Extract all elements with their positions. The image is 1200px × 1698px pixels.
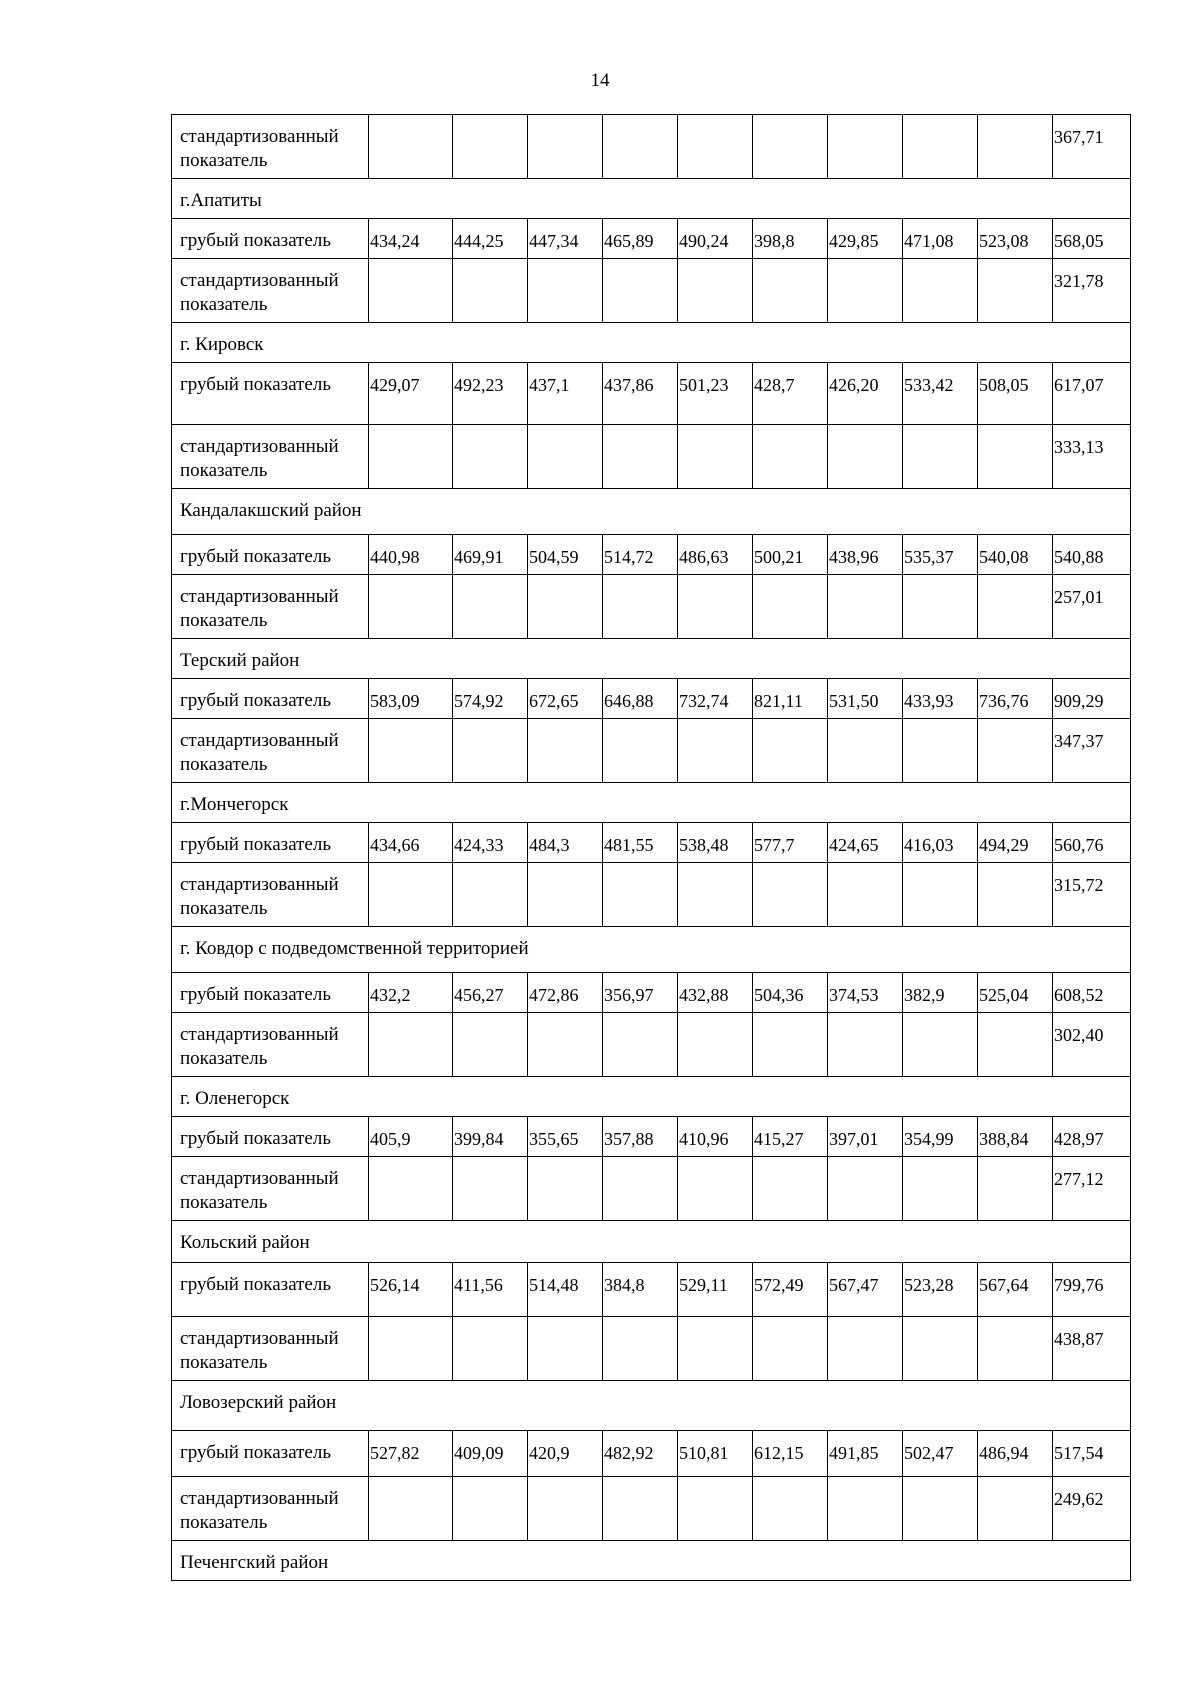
table-row — [172, 973, 1131, 1013]
value-cell: 333,13 — [1053, 425, 1131, 489]
value-cell: 424,65 — [828, 823, 903, 863]
value-cell: 429,07 — [369, 363, 453, 425]
value-cell: 249,62 — [1053, 1477, 1131, 1541]
value-cell — [678, 1013, 753, 1077]
value-cell: 531,50 — [828, 679, 903, 719]
value-cell — [603, 1317, 678, 1381]
value-cell — [753, 575, 828, 639]
indicator-label: стандартизованный показатель — [172, 425, 369, 489]
region-row — [172, 323, 1131, 363]
value-cell — [603, 259, 678, 323]
value-cell: 472,86 — [528, 973, 603, 1013]
indicator-label: грубый показатель — [172, 535, 369, 575]
value-cell: 517,54 — [1053, 1431, 1131, 1477]
indicator-label: грубый показатель — [172, 219, 369, 259]
value-cell: 617,07 — [1053, 363, 1131, 425]
value-cell — [528, 425, 603, 489]
value-cell: 572,49 — [753, 1263, 828, 1317]
value-cell — [453, 425, 528, 489]
region-row — [172, 783, 1131, 823]
value-cell: 736,76 — [978, 679, 1053, 719]
region-row — [172, 489, 1131, 535]
value-cell: 409,09 — [453, 1431, 528, 1477]
value-cell: 523,28 — [903, 1263, 978, 1317]
value-cell — [903, 115, 978, 179]
value-cell: 437,1 — [528, 363, 603, 425]
table-row — [172, 1477, 1131, 1541]
value-cell — [903, 425, 978, 489]
value-cell — [678, 425, 753, 489]
table-row — [172, 1317, 1131, 1381]
value-cell: 527,82 — [369, 1431, 453, 1477]
value-cell: 428,7 — [753, 363, 828, 425]
region-row — [172, 1077, 1131, 1117]
value-cell: 428,97 — [1053, 1117, 1131, 1157]
value-cell — [453, 863, 528, 927]
value-cell — [528, 1157, 603, 1221]
value-cell: 533,42 — [903, 363, 978, 425]
value-cell: 490,24 — [678, 219, 753, 259]
value-cell — [678, 259, 753, 323]
table-row — [172, 535, 1131, 575]
value-cell: 429,85 — [828, 219, 903, 259]
value-cell — [369, 1157, 453, 1221]
value-cell: 433,93 — [903, 679, 978, 719]
region-name: г. Оленегорск — [172, 1077, 1131, 1117]
indicator-label: стандартизованный показатель — [172, 719, 369, 783]
value-cell — [528, 1477, 603, 1541]
indicator-label: стандартизованный показатель — [172, 1477, 369, 1541]
value-cell — [903, 863, 978, 927]
value-cell — [453, 1157, 528, 1221]
value-cell: 799,76 — [1053, 1263, 1131, 1317]
table-row — [172, 1431, 1131, 1477]
value-cell: 315,72 — [1053, 863, 1131, 927]
value-cell — [678, 719, 753, 783]
value-cell: 415,27 — [753, 1117, 828, 1157]
value-cell: 302,40 — [1053, 1013, 1131, 1077]
value-cell: 447,34 — [528, 219, 603, 259]
value-cell: 535,37 — [903, 535, 978, 575]
value-cell: 486,94 — [978, 1431, 1053, 1477]
value-cell — [678, 575, 753, 639]
value-cell — [978, 863, 1053, 927]
value-cell — [453, 1013, 528, 1077]
value-cell: 494,29 — [978, 823, 1053, 863]
value-cell — [828, 115, 903, 179]
value-cell — [369, 863, 453, 927]
statistics-table — [171, 114, 1131, 1581]
indicator-label: грубый показатель — [172, 1431, 369, 1477]
value-cell — [978, 575, 1053, 639]
value-cell — [903, 1317, 978, 1381]
value-cell — [528, 719, 603, 783]
value-cell — [978, 1013, 1053, 1077]
value-cell: 347,37 — [1053, 719, 1131, 783]
value-cell — [528, 863, 603, 927]
value-cell: 560,76 — [1053, 823, 1131, 863]
value-cell — [828, 719, 903, 783]
indicator-label: грубый показатель — [172, 1263, 369, 1317]
value-cell — [453, 115, 528, 179]
value-cell: 405,9 — [369, 1117, 453, 1157]
value-cell — [453, 719, 528, 783]
value-cell: 440,98 — [369, 535, 453, 575]
value-cell: 525,04 — [978, 973, 1053, 1013]
page-number: 14 — [590, 70, 610, 91]
value-cell: 277,12 — [1053, 1157, 1131, 1221]
value-cell — [603, 1157, 678, 1221]
value-cell — [978, 719, 1053, 783]
value-cell: 502,47 — [903, 1431, 978, 1477]
value-cell — [603, 863, 678, 927]
value-cell: 540,08 — [978, 535, 1053, 575]
value-cell: 672,65 — [528, 679, 603, 719]
value-cell: 357,88 — [603, 1117, 678, 1157]
indicator-label: грубый показатель — [172, 823, 369, 863]
value-cell — [978, 259, 1053, 323]
table-row — [172, 425, 1131, 489]
value-cell — [603, 425, 678, 489]
value-cell: 384,8 — [603, 1263, 678, 1317]
indicator-label: грубый показатель — [172, 363, 369, 425]
table-row — [172, 863, 1131, 927]
value-cell: 257,01 — [1053, 575, 1131, 639]
indicator-label: грубый показатель — [172, 973, 369, 1013]
value-cell — [369, 115, 453, 179]
value-cell — [828, 259, 903, 323]
value-cell: 732,74 — [678, 679, 753, 719]
table-row — [172, 1263, 1131, 1317]
value-cell: 486,63 — [678, 535, 753, 575]
value-cell — [678, 1477, 753, 1541]
value-cell: 354,99 — [903, 1117, 978, 1157]
value-cell — [369, 259, 453, 323]
value-cell: 538,48 — [678, 823, 753, 863]
value-cell: 356,97 — [603, 973, 678, 1013]
value-cell — [903, 1013, 978, 1077]
value-cell — [978, 115, 1053, 179]
value-cell — [753, 1477, 828, 1541]
table-row — [172, 363, 1131, 425]
indicator-label: стандартизованный показатель — [172, 863, 369, 927]
value-cell — [903, 1157, 978, 1221]
value-cell: 321,78 — [1053, 259, 1131, 323]
region-name: г. Ковдор с подведомственной территорией — [172, 927, 1131, 973]
value-cell: 382,9 — [903, 973, 978, 1013]
table-row — [172, 1013, 1131, 1077]
value-cell: 481,55 — [603, 823, 678, 863]
value-cell: 438,87 — [1053, 1317, 1131, 1381]
value-cell: 821,11 — [753, 679, 828, 719]
region-name: г.Апатиты — [172, 179, 1131, 219]
value-cell: 437,86 — [603, 363, 678, 425]
value-cell: 514,72 — [603, 535, 678, 575]
region-name: Кандалакшский район — [172, 489, 1131, 535]
value-cell: 469,91 — [453, 535, 528, 575]
value-cell — [369, 719, 453, 783]
value-cell: 398,8 — [753, 219, 828, 259]
value-cell — [903, 259, 978, 323]
value-cell: 444,25 — [453, 219, 528, 259]
value-cell: 583,09 — [369, 679, 453, 719]
value-cell: 432,2 — [369, 973, 453, 1013]
value-cell: 608,52 — [1053, 973, 1131, 1013]
indicator-label: стандартизованный показатель — [172, 1317, 369, 1381]
value-cell: 424,33 — [453, 823, 528, 863]
indicator-label: стандартизованный показатель — [172, 259, 369, 323]
value-cell: 567,47 — [828, 1263, 903, 1317]
table-row — [172, 115, 1131, 179]
table-row — [172, 823, 1131, 863]
value-cell: 510,81 — [678, 1431, 753, 1477]
value-cell — [603, 115, 678, 179]
table-row — [172, 219, 1131, 259]
value-cell — [369, 1477, 453, 1541]
table-row — [172, 679, 1131, 719]
value-cell — [828, 1317, 903, 1381]
value-cell: 397,01 — [828, 1117, 903, 1157]
value-cell — [603, 719, 678, 783]
value-cell — [603, 1477, 678, 1541]
value-cell: 612,15 — [753, 1431, 828, 1477]
value-cell — [903, 1477, 978, 1541]
value-cell — [528, 259, 603, 323]
table-row — [172, 1117, 1131, 1157]
value-cell: 568,05 — [1053, 219, 1131, 259]
value-cell — [678, 863, 753, 927]
value-cell — [369, 1317, 453, 1381]
region-row — [172, 179, 1131, 219]
value-cell — [753, 425, 828, 489]
value-cell — [903, 719, 978, 783]
value-cell: 410,96 — [678, 1117, 753, 1157]
value-cell — [678, 115, 753, 179]
value-cell: 456,27 — [453, 973, 528, 1013]
value-cell: 420,9 — [528, 1431, 603, 1477]
value-cell — [978, 1477, 1053, 1541]
value-cell — [528, 1317, 603, 1381]
value-cell: 482,92 — [603, 1431, 678, 1477]
value-cell: 399,84 — [453, 1117, 528, 1157]
region-name: г.Мончегорск — [172, 783, 1131, 823]
value-cell: 471,08 — [903, 219, 978, 259]
region-name: Ловозерский район — [172, 1381, 1131, 1431]
region-row — [172, 639, 1131, 679]
value-cell — [753, 115, 828, 179]
value-cell — [978, 1157, 1053, 1221]
value-cell — [828, 1477, 903, 1541]
region-name: Кольский район — [172, 1221, 1131, 1263]
value-cell: 492,23 — [453, 363, 528, 425]
value-cell — [753, 1157, 828, 1221]
value-cell — [603, 1013, 678, 1077]
value-cell: 500,21 — [753, 535, 828, 575]
value-cell: 514,48 — [528, 1263, 603, 1317]
value-cell: 491,85 — [828, 1431, 903, 1477]
region-row — [172, 1381, 1131, 1431]
value-cell — [678, 1317, 753, 1381]
value-cell — [828, 425, 903, 489]
value-cell — [453, 259, 528, 323]
value-cell: 438,96 — [828, 535, 903, 575]
value-cell — [453, 575, 528, 639]
value-cell: 909,29 — [1053, 679, 1131, 719]
value-cell: 367,71 — [1053, 115, 1131, 179]
value-cell — [678, 1157, 753, 1221]
value-cell: 504,36 — [753, 973, 828, 1013]
value-cell: 374,53 — [828, 973, 903, 1013]
value-cell: 504,59 — [528, 535, 603, 575]
region-name: г. Кировск — [172, 323, 1131, 363]
value-cell — [978, 425, 1053, 489]
value-cell: 426,20 — [828, 363, 903, 425]
value-cell: 434,24 — [369, 219, 453, 259]
value-cell: 646,88 — [603, 679, 678, 719]
indicator-label: стандартизованный показатель — [172, 1157, 369, 1221]
indicator-label: стандартизованный показатель — [172, 115, 369, 179]
table-body — [172, 115, 1131, 1581]
value-cell — [369, 575, 453, 639]
value-cell: 508,05 — [978, 363, 1053, 425]
value-cell: 388,84 — [978, 1117, 1053, 1157]
value-cell: 526,14 — [369, 1263, 453, 1317]
value-cell — [753, 1317, 828, 1381]
value-cell — [828, 1013, 903, 1077]
value-cell: 484,3 — [528, 823, 603, 863]
region-name: Терский район — [172, 639, 1131, 679]
value-cell — [828, 575, 903, 639]
value-cell: 529,11 — [678, 1263, 753, 1317]
value-cell — [369, 1013, 453, 1077]
value-cell: 434,66 — [369, 823, 453, 863]
value-cell — [753, 719, 828, 783]
region-row — [172, 1221, 1131, 1263]
value-cell — [453, 1477, 528, 1541]
value-cell: 567,64 — [978, 1263, 1053, 1317]
value-cell: 432,88 — [678, 973, 753, 1013]
value-cell — [828, 863, 903, 927]
value-cell: 574,92 — [453, 679, 528, 719]
value-cell: 411,56 — [453, 1263, 528, 1317]
value-cell — [369, 425, 453, 489]
value-cell — [903, 575, 978, 639]
table-row — [172, 575, 1131, 639]
value-cell: 501,23 — [678, 363, 753, 425]
indicator-label: стандартизованный показатель — [172, 1013, 369, 1077]
value-cell: 540,88 — [1053, 535, 1131, 575]
value-cell: 577,7 — [753, 823, 828, 863]
value-cell — [978, 1317, 1053, 1381]
value-cell — [453, 1317, 528, 1381]
table-row — [172, 1157, 1131, 1221]
value-cell — [753, 1013, 828, 1077]
region-name: Печенгский район — [172, 1541, 1131, 1581]
value-cell: 465,89 — [603, 219, 678, 259]
indicator-label: грубый показатель — [172, 679, 369, 719]
region-row — [172, 927, 1131, 973]
table-row — [172, 259, 1131, 323]
value-cell — [603, 575, 678, 639]
value-cell — [753, 863, 828, 927]
value-cell — [528, 575, 603, 639]
indicator-label: грубый показатель — [172, 1117, 369, 1157]
value-cell: 416,03 — [903, 823, 978, 863]
indicator-label: стандартизованный показатель — [172, 575, 369, 639]
table-row — [172, 719, 1131, 783]
value-cell — [528, 115, 603, 179]
value-cell: 355,65 — [528, 1117, 603, 1157]
value-cell — [828, 1157, 903, 1221]
value-cell — [528, 1013, 603, 1077]
value-cell — [753, 259, 828, 323]
value-cell: 523,08 — [978, 219, 1053, 259]
region-row — [172, 1541, 1131, 1581]
